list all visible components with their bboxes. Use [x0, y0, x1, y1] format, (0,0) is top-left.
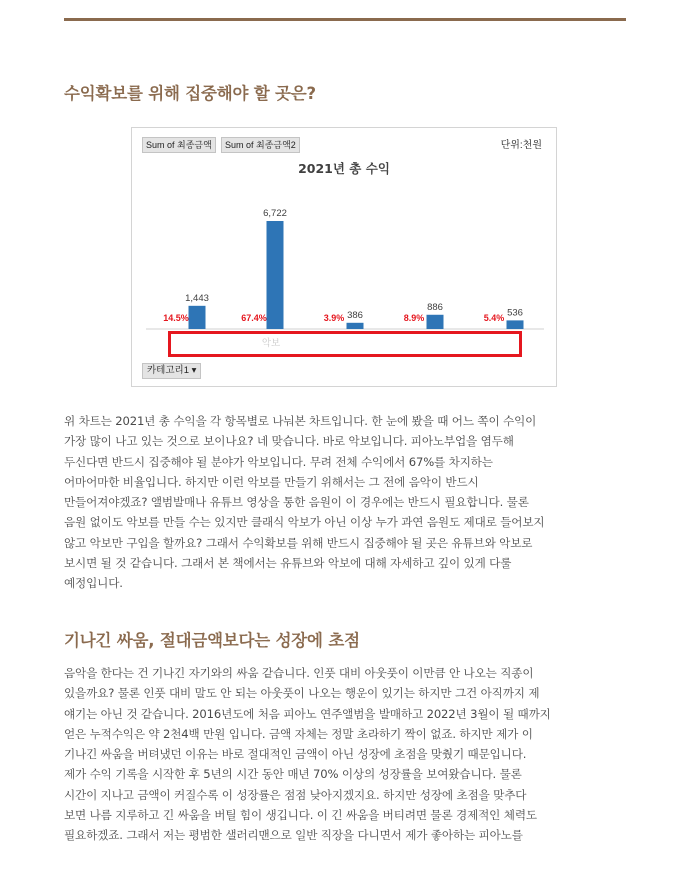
paragraph-line: 예정입니다. [64, 576, 123, 591]
category-tick-label: 악보 [261, 338, 281, 349]
bar-percent-label: 3.9% [323, 313, 345, 323]
highlight-box [168, 331, 522, 357]
bar-value-label: 1,443 [185, 292, 209, 304]
paragraph-line: 두신다면 반드시 집중해야 될 분야가 악보입니다. 무려 전체 수익에서 67%를 차지하는 [64, 454, 493, 469]
pivot-field-button-sum-1[interactable]: Sum of 최종금액 [142, 137, 216, 153]
paragraph-line: 기나긴 싸움을 버텨냈던 이유는 바로 절대적인 금액이 아닌 성장에 초점을 맞췄기 때문입니다. [64, 747, 527, 762]
paragraph-line: 시간이 지나고 금액이 커질수록 이 성장률은 점점 낮아지겠지요. 하지만 성장에 초점을 맞추다 [64, 787, 527, 802]
paragraph-line: 음원 없이도 악보를 만들 수는 있지만 클래식 악보가 아닌 이상 누가 과연 음원도 제대로 들어보지 [64, 515, 545, 530]
section1-paragraph [64, 411, 630, 594]
paragraph-line: 얘기는 아닌 것 같습니다. 2016년도에 처음 피아노 연주앨범을 발매하고 2022년 3월이 될 때까지 [64, 706, 551, 721]
paragraph-line: 위 차트는 2021년 총 수익을 각 항목별로 나눠본 차트입니다. 한 눈에 봤을 때 어느 쪽이 수익이 [64, 414, 537, 428]
chart-title: 2021년 총 수익 [298, 161, 390, 176]
paragraph-line: 음악을 한다는 건 기나긴 자기와의 싸움 같습니다. 인풋 대비 아웃풋이 이만큼 안 나오는 직종이 [64, 666, 534, 680]
section-heading-revenue-focus: 수익확보를 위해 집중해야 할 곳은? [64, 84, 316, 103]
paragraph-line: 필요하겠죠. 그래서 저는 평범한 샐러리맨으로 일반 직장을 다니면서 제가 좋아하는 피아노를 [64, 828, 523, 843]
section2-paragraph [64, 663, 630, 846]
paragraph-line: 만들어져야겠죠? 앨범발매나 유튜브 영상을 통한 음원이 이 경우에는 반드시 필요합니다. 물론 [64, 495, 529, 510]
bar-value-label: 6,722 [263, 208, 287, 219]
bar [347, 323, 364, 329]
bar-percent-label: 67.4% [241, 313, 267, 323]
paragraph-line: 가장 많이 나고 있는 것으로 보이나요? 네 맞습니다. 바로 악보입니다. 피아노부업을 염두해 [64, 434, 514, 449]
unit-label: 단위:천원 [500, 140, 542, 151]
paragraph-line: 어마어마한 비율입니다. 하지만 이런 악보를 만들기 위해서는 그 전에 음악이 반드시 [64, 474, 479, 489]
pivot-field-button-sum-2[interactable]: Sum of 최종금액2 [221, 137, 300, 153]
paragraph-line: 얻은 누적수익은 약 2천4백 만원 입니다. 금액 자체는 정말 초라하기 짝이 없죠. 하지만 제가 이 [64, 726, 533, 741]
bar [507, 320, 524, 329]
paragraph-line: 보시면 될 것 같습니다. 그래서 본 책에서는 유튜브와 악보에 대해 자세하고 깊이 있게 다룰 [64, 556, 512, 571]
paragraph-line: 있을까요? 물론 인풋 대비 말도 안 되는 아웃풋이 나오는 행운이 있기는 하지만 그건 아직까지 제 [64, 686, 540, 701]
category-filter-button[interactable]: 카테고리1 ▾ [142, 363, 201, 379]
bar [427, 315, 444, 329]
bar-percent-label: 14.5% [163, 313, 189, 323]
bar-percent-label: 5.4% [483, 313, 505, 323]
paragraph-line: 제가 수익 기록을 시작한 후 5년의 시간 동안 매년 70% 이상의 성장률을 보여왔습니다. 물론 [64, 767, 522, 782]
paragraph-line: 않고 악보만 구입을 할까요? 그래서 수익확보를 위해 반드시 집중해야 될 곳은 유튜브와 악보로 [64, 535, 533, 550]
bar [189, 306, 206, 329]
bar [267, 221, 284, 329]
bar-value-label: 886 [427, 301, 443, 313]
top-divider [64, 18, 626, 21]
bar-value-label: 536 [507, 307, 523, 319]
bar-value-label: 386 [347, 309, 363, 321]
bar-percent-label: 8.9% [403, 313, 425, 323]
section-heading-growth-focus: 기나긴 싸움, 절대금액보다는 성장에 초점 [64, 631, 360, 650]
paragraph-line: 보면 나름 지루하고 긴 싸움을 버틸 힘이 생깁니다. 이 긴 싸움을 버티려면 물론 경제적인 체력도 [64, 808, 537, 823]
